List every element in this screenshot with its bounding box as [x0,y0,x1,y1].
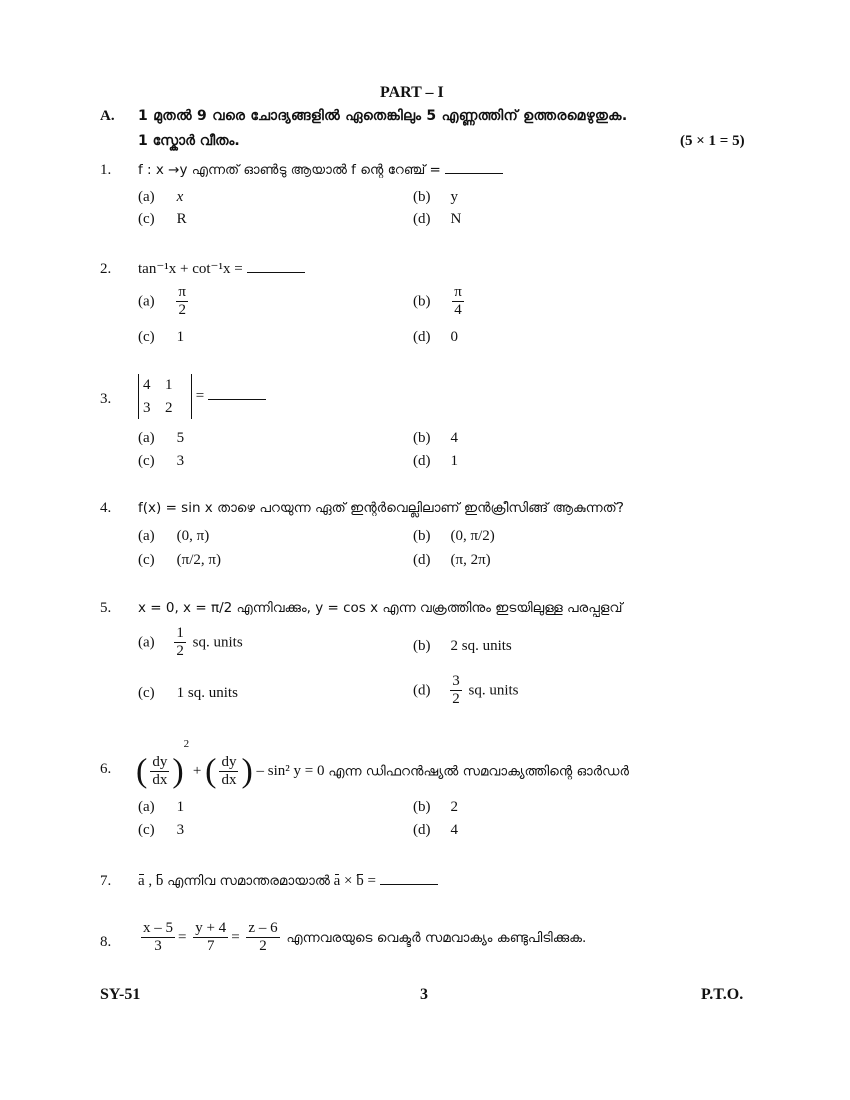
answer-blank [247,271,305,273]
answer-blank [445,172,503,174]
option-d: (d) N [413,211,462,227]
answer-blank [208,398,266,400]
marks-allocation: (5 × 1 = 5) [680,133,745,149]
option-a: (a) (0, π) [138,528,210,544]
section-letter: A. [100,108,115,124]
question-text [138,162,503,179]
determinant: 4 1 3 2 [138,374,192,419]
option-b: (b) 2 sq. units [413,638,512,654]
question-number: 1. [100,162,112,178]
option-b: (b) 2 [413,799,458,815]
score-note: 1 സ്കോർ വീതം. [138,133,240,149]
question-number: 8. [100,934,112,950]
question-number: 4. [100,500,112,516]
answer-blank [380,883,438,885]
paper-code: SY-51 [100,986,141,1003]
option-c: (c) 1 sq. units [138,685,238,701]
question-5-text: x = 0, x = π/2 എന്നിവക്കും, y = cos x എന്ന വക്രത്തിനും ഇടയിലുള്ള പരപ്പളവ് [138,600,623,616]
part-heading: PART – I [380,84,444,101]
question-number: 2. [100,261,112,277]
option-d: (d) $\frac{3}{2}$ sq. units [413,673,519,708]
question-7: a , b എന്നിവ സമാന്തരമായാൽ a × b = [138,873,438,890]
question-number: 7. [100,873,112,889]
question-number: 6. [100,761,112,777]
option-b: (b) (0, π/2) [413,528,495,544]
page-number: 3 [420,986,428,1003]
section-instruction: 1 മുതൽ 9 വരെ ചോദ്യങ്ങളിൽ ഏതെങ്കിലും 5 എണ്ണത്തിന് ഉത്തരമെഴുതുക. [138,108,628,124]
option-d: (d) 4 [413,822,458,838]
line-equation: $\frac{x - 5}{3}$ = $\frac{y + 4}{7}$ = $\frac{z - 6}{2}$ എന്നവരയുടെ വെക്ടർ സമവാക്യം കണ്ടുപിടിക്കുക. [143,920,587,955]
option-d: (d) (π, 2π) [413,552,491,568]
determinant-question: 4 1 3 2 = [138,374,266,419]
option-b: (b) 4 [413,430,458,446]
question-number: 3. [100,391,112,407]
option-d: (d) 0 [413,329,458,345]
question-4-text: f(x) = sin x താഴെ പറയുന്ന ഏത് ഇന്റർവെല്ലിലാണ് ഇൻക്രീസിങ്ങ് ആകുന്നത്? [138,500,624,516]
option-d: (d) 1 [413,453,458,469]
question-text [138,259,305,278]
option-b: (b) y [413,189,458,205]
option-a: (a) x [138,189,184,205]
option-b: (b) $\frac{\pi}{4}$ [413,284,462,319]
option-c: (c) R [138,211,187,227]
option-a: (a) $\frac{1}{2}$ sq. units [138,625,243,660]
option-a: (a) $\frac{\pi}{2}$ [138,284,186,319]
option-a: (a) 5 [138,430,185,446]
question-number: 5. [100,600,112,616]
option-a: (a) 1 [138,799,185,815]
question-2-text: tan⁻¹x + cot⁻¹x = [138,261,243,277]
option-c: (c) 1 [138,329,185,345]
differential-equation: ( $\frac{dy}{dx}$ )$^2$ + ( $\frac{dy}{dx}$ ) – sin² y = 0 എന്ന ഡിഫറൻഷ്യൽ സമവാക്യത്തിന്റെ ഓർഡർ [136,738,629,790]
option-c: (c) 3 [138,822,185,838]
option-c: (c) (π/2, π) [138,552,221,568]
question-1-text: f : x →y എന്നത് ഓൺടു ആയാൽ f ന്റെ റേഞ്ച് = [138,162,441,178]
please-turn-over: P.T.O. [701,986,744,1003]
option-c: (c) 3 [138,453,185,469]
